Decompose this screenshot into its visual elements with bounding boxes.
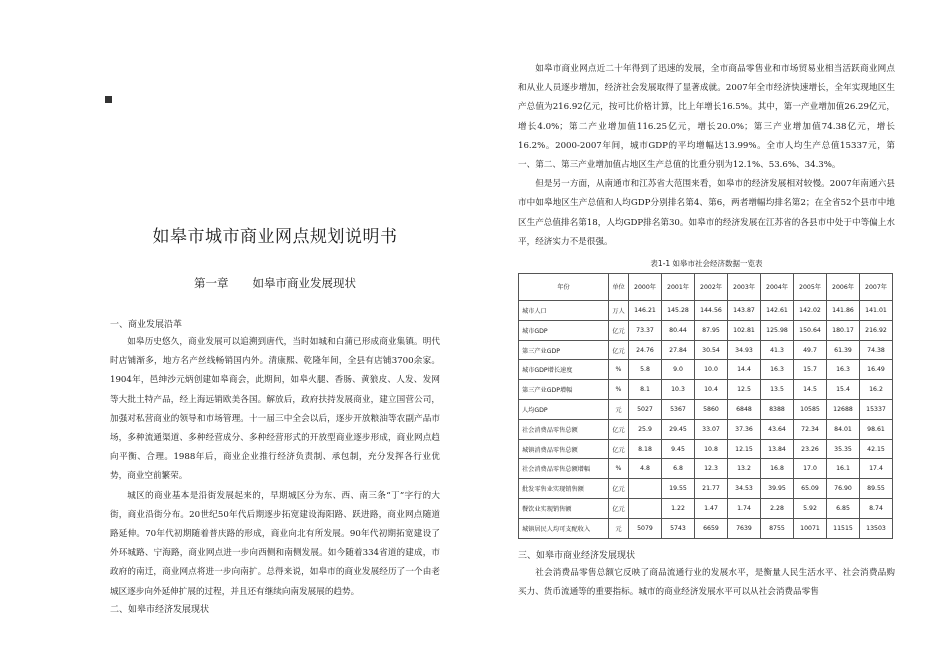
left-column [110, 317, 440, 618]
header-year-7: 2007年 [860, 274, 893, 301]
row-label: 城镇消费品零售总额 [519, 439, 609, 459]
header-year-0: 2000年 [629, 274, 662, 301]
table-cell: 16.3 [761, 360, 794, 380]
table-cell: 216.92 [860, 320, 893, 340]
table-cell: 33.07 [695, 419, 728, 439]
paragraph-history: 如皋历史悠久，商业发展可以追溯到唐代，当时如城和白蒲已形成商业集镇。明代时店铺渐多，地方名产丝线畅销国内外。清康熙、乾隆年间，全县有店铺3700余家。1904年，邑绅沙元炳创建如皋商会，此期间，如皋火腿、香肠、黄狼皮、人发、发网等大批土特产品，经上海远销欧美各国。解放后，政府扶持发展商业，建立国营公司，加强对私营商业的领导和市场管理。十一届三中全会以后，逐步开放粮油等农副产品市场，多种流通渠道、多种经营成分、多种经营形式的开放型商业逐步形成，商业网点趋向平衡、合理。1988年后，商业企业推行经济负责制、承包制，充分发挥各行业优势，商业空前繁荣。 [110, 337, 440, 482]
header-year-2: 2002年 [695, 274, 728, 301]
table-cell: 34.53 [728, 479, 761, 499]
table-row [519, 400, 893, 420]
table-cell: 80.44 [662, 320, 695, 340]
table-cell: 144.56 [695, 301, 728, 321]
row-unit: 亿元 [609, 499, 629, 519]
table-cell: 8755 [761, 518, 794, 538]
table-cell: 5027 [629, 400, 662, 420]
row-label: 城镇居民人均可支配收入 [519, 518, 609, 538]
row-unit: 亿元 [609, 419, 629, 439]
table-cell: 89.55 [860, 479, 893, 499]
table-cell: 5.92 [794, 499, 827, 519]
table-row [519, 439, 893, 459]
chapter-heading [110, 275, 440, 291]
table-cell: 19.55 [662, 479, 695, 499]
table-cell: 142.02 [794, 301, 827, 321]
table-cell: 1.47 [695, 499, 728, 519]
table-cell: 16.49 [860, 360, 893, 380]
table-cell: 25.9 [629, 419, 662, 439]
table-cell: 8.1 [629, 380, 662, 400]
table-cell: 39.95 [761, 479, 794, 499]
table-cell: 10.0 [695, 360, 728, 380]
table-cell: 15.7 [794, 360, 827, 380]
table-cell: 8.18 [629, 439, 662, 459]
table-cell: 12.3 [695, 459, 728, 479]
table-cell: 76.90 [827, 479, 860, 499]
table-cell: 23.26 [794, 439, 827, 459]
table-row [519, 459, 893, 479]
table-cell: 12688 [827, 400, 860, 420]
table-row [519, 360, 893, 380]
row-label: 餐饮业实现销售额 [519, 499, 609, 519]
table-cell: 73.37 [629, 320, 662, 340]
row-unit: 亿元 [609, 439, 629, 459]
table-cell: 41.3 [761, 340, 794, 360]
table-cell: 37.36 [728, 419, 761, 439]
table-cell [629, 499, 662, 519]
table-cell: 2.28 [761, 499, 794, 519]
table-cell: 10.4 [695, 380, 728, 400]
table-cell: 17.0 [794, 459, 827, 479]
row-label: 城市人口 [519, 301, 609, 321]
table-cell: 13.84 [761, 439, 794, 459]
row-unit: 亿元 [609, 320, 629, 340]
right-column [518, 60, 895, 602]
table-cell: 13.5 [761, 380, 794, 400]
table-cell: 16.2 [860, 380, 893, 400]
table-cell: 10.8 [695, 439, 728, 459]
row-unit: 元 [609, 400, 629, 420]
table-row [519, 301, 893, 321]
table-cell: 15.4 [827, 380, 860, 400]
table-cell [629, 479, 662, 499]
table-cell: 6.8 [662, 459, 695, 479]
table-cell: 17.4 [860, 459, 893, 479]
row-unit: 万人 [609, 301, 629, 321]
row-unit: 亿元 [609, 340, 629, 360]
paragraph-retail: 社会消费品零售总额它反映了商品流通行业的发展水平，是衡量人民生活水平、社会消费品购买力、货币流通等的重要指标。城市的商业经济发展水平可以从社会消费品零售 [518, 567, 895, 597]
table-cell: 9.45 [662, 439, 695, 459]
table-cell: 13.2 [728, 459, 761, 479]
table-cell: 8.74 [860, 499, 893, 519]
table-row [519, 380, 893, 400]
table-cell: 11515 [827, 518, 860, 538]
row-unit: 亿元 [609, 479, 629, 499]
table-cell: 30.54 [695, 340, 728, 360]
table-cell: 5743 [662, 518, 695, 538]
table-cell: 21.77 [695, 479, 728, 499]
header-year-6: 2006年 [827, 274, 860, 301]
section-heading-2: 二、如皋市经济发展现状 [110, 604, 210, 615]
table-cell: 5860 [695, 400, 728, 420]
table-cell: 7639 [728, 518, 761, 538]
table-cell: 43.64 [761, 419, 794, 439]
economic-data-table [518, 273, 893, 539]
table-cell: 14.4 [728, 360, 761, 380]
table-cell: 12.15 [728, 439, 761, 459]
table-cell: 10071 [794, 518, 827, 538]
table-cell: 61.39 [827, 340, 860, 360]
table-cell: 34.93 [728, 340, 761, 360]
table-cell: 74.38 [860, 340, 893, 360]
bullet-marker-icon [105, 96, 112, 103]
table-cell: 10585 [794, 400, 827, 420]
table-cell: 42.15 [860, 439, 893, 459]
table-cell: 35.35 [827, 439, 860, 459]
table-cell: 6.85 [827, 499, 860, 519]
document-title: 如皋市城市商业网点规划说明书 [152, 227, 398, 247]
row-unit: 元 [609, 518, 629, 538]
table-cell: 146.21 [629, 301, 662, 321]
section-heading-1: 一、商业发展沿革 [110, 320, 183, 330]
table-cell: 6848 [728, 400, 761, 420]
table-cell: 125.98 [761, 320, 794, 340]
table-cell: 141.01 [860, 301, 893, 321]
table-row [519, 320, 893, 340]
table-cell: 27.84 [662, 340, 695, 360]
table-cell: 84.01 [827, 419, 860, 439]
table-cell: 29.45 [662, 419, 695, 439]
row-label: 城市GDP增长速度 [519, 360, 609, 380]
header-year-3: 2003年 [728, 274, 761, 301]
row-label: 人均GDP [519, 400, 609, 420]
header-year-4: 2004年 [761, 274, 794, 301]
paragraph-comparison: 但是另一方面，从南通市和江苏省大范围来看，如皋市的经济发展相对较慢。2007年南通六县市中如皋地区生产总值和人均GDP分别排名第4、第6，两者增幅均排名第2；在全省52个县市中地区生产总值排名第18，人均GDP排名第30。如皋市的经济发展在江苏省的各县市中处于中等偏上水平，经济实力不是很强。 [518, 179, 895, 247]
header-year-label: 年份 [519, 274, 609, 301]
table-cell: 14.5 [794, 380, 827, 400]
table-cell: 16.8 [761, 459, 794, 479]
table-cell: 72.34 [794, 419, 827, 439]
header-year-1: 2001年 [662, 274, 695, 301]
table-caption: 表1-1 如皋市社会经济数据一览表 [650, 259, 763, 269]
table-cell: 65.09 [794, 479, 827, 499]
table-cell: 10.3 [662, 380, 695, 400]
table-row [519, 419, 893, 439]
chapter-number: 第一章 [194, 276, 229, 290]
table-cell: 150.64 [794, 320, 827, 340]
table-cell: 6659 [695, 518, 728, 538]
table-cell: 12.5 [728, 380, 761, 400]
table-cell: 24.76 [629, 340, 662, 360]
row-unit: % [609, 380, 629, 400]
header-unit-label: 单位 [609, 274, 629, 301]
table-cell: 5.8 [629, 360, 662, 380]
row-label: 批发零售业实现销售额 [519, 479, 609, 499]
row-unit: % [609, 459, 629, 479]
table-cell: 142.61 [761, 301, 794, 321]
table-cell: 5367 [662, 400, 695, 420]
table-row [519, 518, 893, 538]
table-cell: 16.1 [827, 459, 860, 479]
table-cell: 1.74 [728, 499, 761, 519]
table-row [519, 499, 893, 519]
table-row [519, 479, 893, 499]
table-cell: 1.22 [662, 499, 695, 519]
header-year-5: 2005年 [794, 274, 827, 301]
row-label: 城市GDP [519, 320, 609, 340]
table-cell: 4.8 [629, 459, 662, 479]
table-cell: 16.3 [827, 360, 860, 380]
row-unit: % [609, 360, 629, 380]
row-label: 社会消费品零售总额增幅 [519, 459, 609, 479]
table-cell: 9.0 [662, 360, 695, 380]
table-row [519, 340, 893, 360]
table-cell: 143.87 [728, 301, 761, 321]
table-cell: 49.7 [794, 340, 827, 360]
row-label: 第三产业GDP [519, 340, 609, 360]
table-cell: 87.95 [695, 320, 728, 340]
chapter-name: 如皋市商业发展现状 [252, 276, 356, 290]
section-heading-3: 三、如皋市商业经济发展现状 [518, 550, 636, 561]
row-label: 社会消费品零售总额 [519, 419, 609, 439]
table-cell: 145.28 [662, 301, 695, 321]
row-label: 第三产业GDP增幅 [519, 380, 609, 400]
table-cell: 102.81 [728, 320, 761, 340]
table-header-row [519, 274, 893, 301]
table-cell: 98.61 [860, 419, 893, 439]
paragraph-street-commerce: 城区的商业基本是沿街发展起来的，早期城区分为东、西、南三条“丁”字行的大街，商业沿街分布。20世纪50年代后期逐步拓宽建设海阳路、跃进路，商业网点随道路延伸。70年代初期随着普庆路的形成，商业向北有所发展。90年代初期拓宽建设了外环城路、宁海路，商业网点进一步向西侧和南侧发展。如今随着334省道的建成，市政府的南迁，商业网点将进一步向南扩。总得来说，如皋市的商业发展经历了一个由老城区逐步向外延伸扩展的过程，并且还有继续向南发展展的趋势。 [110, 490, 440, 597]
paragraph-growth: 如皋市商业网点近二十年得到了迅速的发展，全市商品零售业和市场贸易业相当活跃商业网点和从业人员逐步增加，经济社会发展取得了显著成就。2007年全市经济快速增长，全年实现地区生产总值为216.92亿元，按可比价格计算，比上年增长16.5%。其中，第一产业增加值26.29亿元，增长4.0%；第二产业增加值116.25亿元，增长20.0%；第三产业增加值74.38亿元，增长16.2%。2000-2007年间，城市GDP的平均增幅达13.99%。全市人均生产总值15337元，第一、第二、第三产业增加值占地区生产总值的比重分别为12.1%、53.6%、34.3%。 [518, 64, 895, 171]
table-cell: 15337 [860, 400, 893, 420]
table-cell: 13503 [860, 518, 893, 538]
table-cell: 141.86 [827, 301, 860, 321]
table-cell: 5079 [629, 518, 662, 538]
table-cell: 8388 [761, 400, 794, 420]
table-cell: 180.17 [827, 320, 860, 340]
